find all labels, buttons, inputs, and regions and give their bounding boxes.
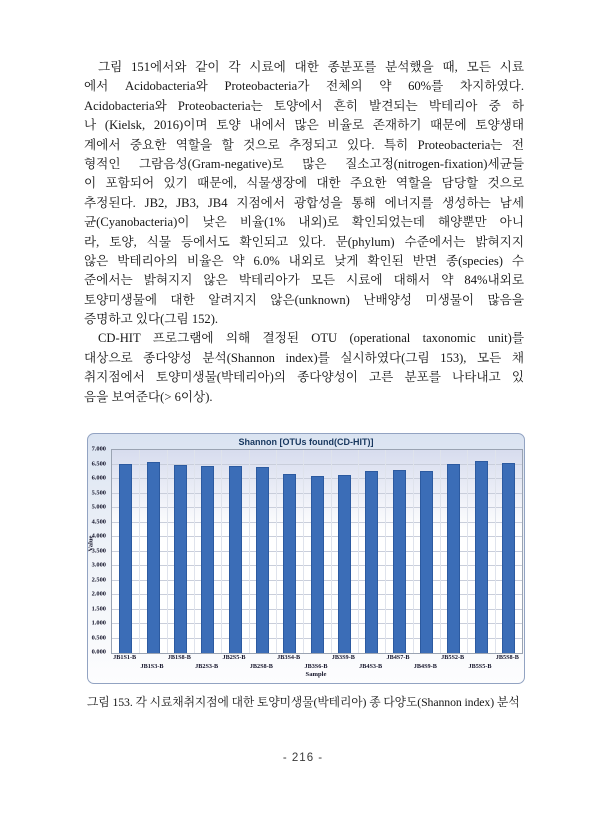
figure-caption: 그림 153. 각 시료채취지점에 대한 토양미생물(박테리아) 종 다양도(Shannon index) 분석 xyxy=(87,695,520,709)
v-gridline xyxy=(467,450,468,653)
x-tick-label: JB3S4-B xyxy=(277,654,301,661)
v-gridline xyxy=(413,450,414,653)
y-axis-tick-labels xyxy=(88,445,108,656)
bar-JB4S3-B xyxy=(365,471,378,653)
text-line: 않은 박테리아의 비율은 약 6.0% 내외로 낮게 확인된 반면 종(species) 수 xyxy=(84,253,524,268)
x-tick-label: JB2S8-B xyxy=(249,662,273,670)
x-tick-label: JB4S9-B xyxy=(413,662,437,670)
bar-JB5S8-B xyxy=(502,463,515,653)
text-line: CD-HIT 프로그램에 의해 결정된 OTU (operational taxonomic unit)를 xyxy=(98,331,524,346)
x-tick-label: JB1S1-B xyxy=(113,654,137,661)
text-line: 계에서 중요한 역할을 할 것으로 추정되고 있다. 특히 Proteobacteria는 전 xyxy=(84,137,524,152)
y-tick-label: 2.000 xyxy=(91,590,106,598)
x-tick-label: JB2S5-B xyxy=(222,654,246,661)
bar-JB3S6-B xyxy=(311,476,324,653)
paragraph-shannon-analysis xyxy=(84,329,524,407)
plot-area xyxy=(111,449,523,654)
y-tick-label: 5.500 xyxy=(91,489,106,496)
x-tick-label: JB5S2-B xyxy=(441,654,465,661)
y-tick-label: 4.500 xyxy=(91,518,106,525)
v-gridline xyxy=(221,450,222,653)
bar-JB2S5-B xyxy=(229,466,242,653)
v-gridline xyxy=(249,450,250,653)
page-number: - 216 - xyxy=(282,752,324,764)
v-gridline xyxy=(303,450,304,653)
chart-title: Shannon [OTUs found(CD-HIT)] xyxy=(238,437,374,447)
text-line: 형적인 그람음성(Gram-negative)로 많은 질소고정(nitrogen-fixation)세균들 xyxy=(84,156,524,171)
x-axis-title: Sample xyxy=(305,671,327,678)
v-gridline xyxy=(495,450,496,653)
x-tick-label: JB4S7-B xyxy=(386,654,410,661)
bar-JB1S1-B xyxy=(119,464,132,653)
bar-JB4S7-B xyxy=(393,470,406,653)
text-line: 균(Cyanobacteria)이 낮은 비율(1% 내외)로 확인되었는데 해양뿐만 아니 xyxy=(84,215,524,230)
text-line: 준에서는 밝혀지지 않은 박테리아가 모든 시료에 대해서 약 84%내외로 xyxy=(84,273,524,288)
bar-JB5S5-B xyxy=(475,461,488,653)
paragraph-species-distribution xyxy=(84,58,524,329)
text-line: 토양미생물에 대한 알려지지 않은(unknown) 난배양성 미생물이 많음을 xyxy=(84,292,524,307)
y-tick-label: 0.000 xyxy=(91,648,106,656)
v-gridline xyxy=(167,450,168,653)
y-tick-label: 4.000 xyxy=(91,532,106,540)
v-gridline xyxy=(139,450,140,653)
text-line: 대상으로 종다양성 분석(Shannon index)를 실시하였다(그림 153), 모든 채 xyxy=(84,350,524,365)
x-tick-label: JB3S9-B xyxy=(331,654,355,661)
text-line: 증명하고 있다(그림 152). xyxy=(84,312,219,327)
bar-JB2S3-B xyxy=(201,466,214,653)
y-tick-label: 2.500 xyxy=(91,576,106,583)
y-tick-label: 5.000 xyxy=(91,503,106,511)
v-gridline xyxy=(276,450,277,653)
bar-JB2S8-B xyxy=(256,467,269,653)
bar-JB3S9-B xyxy=(338,475,351,653)
text-line: Acidobacteria와 Proteobacteria는 토양에서 흔히 발견되는 박테리아 중 하 xyxy=(84,98,524,113)
x-tick-label: JB4S3-B xyxy=(359,662,383,670)
bar-JB1S8-B xyxy=(174,465,187,653)
y-tick-label: 3.500 xyxy=(91,547,106,554)
y-tick-label: 1.000 xyxy=(91,619,106,627)
shannon-bar-chart xyxy=(87,433,525,684)
bar-JB1S3-B xyxy=(147,462,160,653)
text-line: 취지점에서 토양미생물(박테리아)의 종다양성이 고른 분포를 나타내고 있 xyxy=(84,370,524,385)
x-tick-label: JB5S5-B xyxy=(468,662,492,670)
y-axis-title: Value xyxy=(87,535,95,552)
text-line: 이 포함되어 있기 때문에, 식물생장에 대한 주요한 역할을 담당할 것으로 xyxy=(84,176,524,191)
x-tick-label: JB5S8-B xyxy=(495,654,519,661)
y-tick-label: 7.000 xyxy=(91,445,106,453)
x-tick-label: JB1S3-B xyxy=(140,662,164,670)
x-tick-label: JB1S8-B xyxy=(167,654,191,661)
text-line: 추정된다. JB2, JB3, JB4 지점에서 광합성을 통해 에너지를 생성하는 남세 xyxy=(84,195,524,210)
x-axis-tick-labels xyxy=(111,653,521,671)
x-tick-label: JB3S6-B xyxy=(304,662,328,670)
text-line: 음을 보여준다(> 6이상). xyxy=(84,389,213,404)
v-gridline xyxy=(385,450,386,653)
text-line: 나 (Kielsk, 2016)이며 토양 내에서 많은 비율로 존재하기 때문에 토양생태 xyxy=(84,118,524,133)
y-tick-label: 1.500 xyxy=(91,605,106,612)
text-line: 라, 토양, 식물 등에서도 확인되고 있다. 문(phylum) 수준에서는 밝혀지지 xyxy=(84,234,524,249)
bar-JB5S2-B xyxy=(447,464,460,653)
y-tick-label: 3.000 xyxy=(91,561,106,569)
v-gridline xyxy=(331,450,332,653)
v-gridline xyxy=(440,450,441,653)
h-gridline xyxy=(112,464,522,465)
v-gridline xyxy=(194,450,195,653)
text-line: 그림 151에서와 같이 각 시료에 대한 종분포를 분석했을 때, 모든 시료 xyxy=(98,60,524,74)
x-tick-label: JB2S3-B xyxy=(195,662,219,670)
bar-JB3S4-B xyxy=(283,474,296,653)
y-tick-label: 6.500 xyxy=(91,460,106,467)
text-line: 에서 Acidobacteria와 Proteobacteria가 전체의 약 60%를 차지하였다. xyxy=(84,79,524,94)
body-text xyxy=(84,58,524,407)
y-tick-label: 6.000 xyxy=(91,474,106,482)
y-tick-label: 0.500 xyxy=(91,634,106,641)
bar-JB4S9-B xyxy=(420,471,433,653)
v-gridline xyxy=(358,450,359,653)
